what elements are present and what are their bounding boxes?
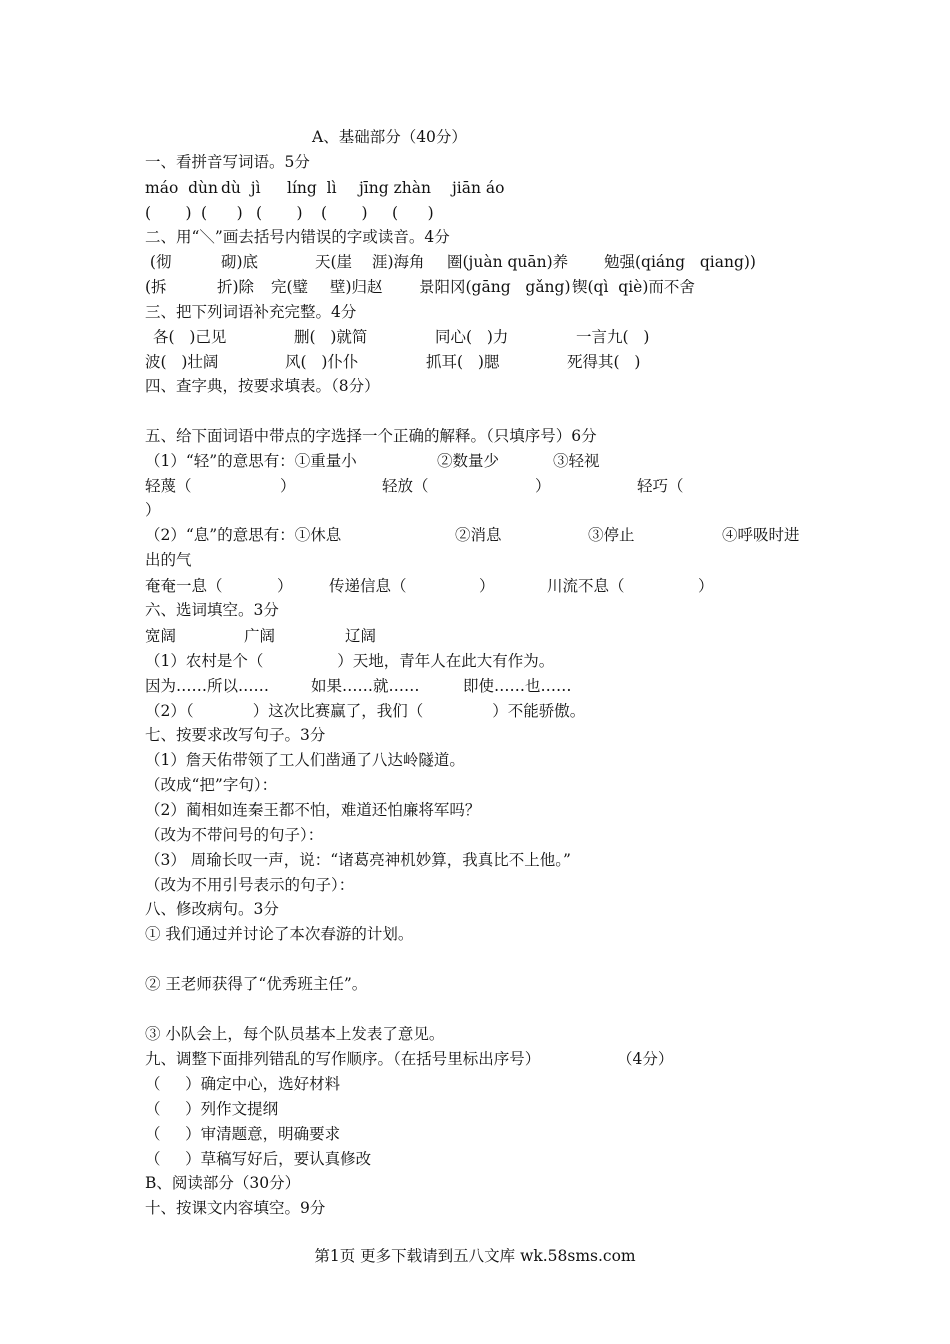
section-9-score: （4分）: [617, 1050, 674, 1068]
correction-item: 折)除: [217, 278, 255, 296]
correction-item: 天(崖: [315, 253, 353, 271]
idiom-item: 波( )壮阔: [145, 353, 219, 371]
word-choice: 广阔: [244, 627, 276, 645]
correction-item: (拆: [145, 278, 167, 296]
meaning-prefix: （2）“息”的意思有：①休息: [145, 526, 342, 544]
correction-item: 勉强(qiáng qiang)): [604, 253, 756, 271]
fill-sentence: （1）农村是个（ ）天地，青年人在此大有作为。: [145, 652, 555, 670]
word-blank: ）: [535, 477, 551, 495]
correction-item: 锲(qì qiè)而不舍: [572, 278, 695, 296]
rewrite-line: （1）詹天佑带领了工人们凿通了八达岭隧道。: [145, 751, 465, 769]
word-blank: 川流不息（: [547, 577, 625, 595]
section-1-heading: 一、看拼音写词语。5分: [145, 153, 310, 171]
sick-sentence: ① 我们通过并讨论了本次春游的计划。: [145, 925, 414, 943]
answer-blank: ( ): [201, 204, 243, 222]
order-item: （ ）确定中心，选好材料: [145, 1075, 341, 1093]
word-blank: 轻巧（: [637, 477, 684, 495]
correction-item: 景阳冈(gāng gǎng): [419, 278, 571, 296]
pinyin-item: máo dùn: [145, 179, 219, 197]
word-blank: ）: [698, 577, 714, 595]
word-choice: 宽阔: [145, 627, 177, 645]
part-b-heading: B、阅读部分（30分）: [145, 1174, 301, 1192]
correction-item: 完(璧: [271, 278, 309, 296]
section-10-heading: 十、按课文内容填空。9分: [145, 1199, 326, 1217]
order-item: （ ）审清题意，明确要求: [145, 1125, 341, 1143]
section-5-heading: 五、给下面词语中带点的字选择一个正确的解释。（只填序号）6分: [145, 427, 597, 445]
meaning-option: ④呼吸时进: [722, 526, 800, 544]
answer-blank: ( ): [256, 204, 303, 222]
pinyin-item: líng lì: [287, 179, 337, 197]
section-6-heading: 六、选词填空。3分: [145, 601, 279, 619]
meaning-option: ③停止: [588, 526, 635, 544]
section-9-title: 九、调整下面排列错乱的写作顺序。（在括号里标出序号）: [145, 1050, 541, 1068]
meaning-option: ②数量少: [437, 452, 500, 470]
order-item: （ ）草稿写好后，要认真修改: [145, 1150, 372, 1168]
rewrite-line: （改为不用引号表示的句子）：: [145, 876, 355, 894]
meaning-option: ②消息: [455, 526, 502, 544]
idiom-item: 各( )己见: [153, 328, 227, 346]
sick-sentence: ③ 小队会上，每个队员基本上发表了意见。: [145, 1025, 445, 1043]
answer-blank: ( ): [145, 204, 192, 222]
sick-sentence: ② 王老师获得了“优秀班主任”。: [145, 975, 368, 993]
word-choice: 因为……所以……: [145, 677, 270, 695]
word-blank: ）: [277, 577, 293, 595]
correction-item: 壁)归赵: [330, 278, 383, 296]
word-blank: ）: [479, 577, 495, 595]
answer-blank: ( ): [321, 204, 368, 222]
idiom-item: 删( )就简: [294, 328, 368, 346]
word-blank: 传递信息（: [329, 577, 407, 595]
meaning-wrap: 出的气: [145, 551, 192, 569]
fill-sentence: （2）（ ）这次比赛赢了，我们（ ）不能骄傲。: [145, 702, 586, 720]
word-choice: 即使……也……: [463, 677, 572, 695]
meaning-option: ③轻视: [553, 452, 600, 470]
word-blank: 奄奄一息（: [145, 577, 223, 595]
pinyin-item: jīng zhàn: [359, 179, 431, 197]
idiom-item: 风( )仆仆: [285, 353, 359, 371]
correction-item: (彻: [145, 253, 172, 271]
section-3-heading: 三、把下列词语补充完整。4分: [145, 303, 357, 321]
section-4-heading: 四、查字典，按要求填表。（8分）: [145, 377, 380, 395]
page-title: A、基础部分（40分）: [312, 128, 467, 146]
section-8-heading: 八、修改病句。3分: [145, 900, 279, 918]
pinyin-item: dù jì: [221, 179, 261, 197]
page-footer: 第1页 更多下载请到五八文库 wk.58sms.com: [314, 1247, 636, 1265]
word-blank-close: ）: [145, 501, 161, 519]
word-choice: 辽阔: [345, 627, 377, 645]
section-7-heading: 七、按要求改写句子。3分: [145, 726, 326, 744]
correction-item: 涯)海角: [372, 253, 425, 271]
rewrite-line: （改为不带问号的句子）：: [145, 826, 324, 844]
idiom-item: 抓耳( )腮: [426, 353, 500, 371]
word-blank: 轻蔑（: [145, 477, 192, 495]
rewrite-line: （3） 周瑜长叹一声，说：“诸葛亮神机妙算，我真比不上他。”: [145, 851, 571, 869]
word-blank: ）: [280, 477, 296, 495]
order-item: （ ）列作文提纲: [145, 1100, 279, 1118]
idiom-item: 一言九( ): [576, 328, 650, 346]
idiom-item: 死得其( ): [567, 353, 641, 371]
idiom-item: 同心( )力: [435, 328, 509, 346]
correction-item: 圈(juàn quān)养: [447, 253, 569, 271]
rewrite-line: （2）蔺相如连秦王都不怕，难道还怕廉将军吗？: [145, 801, 481, 819]
correction-item: 砌)底: [221, 253, 259, 271]
pinyin-item: jiān áo: [452, 179, 505, 197]
meaning-prefix: （1）“轻”的意思有：①重量小: [145, 452, 357, 470]
word-blank: 轻放（: [382, 477, 429, 495]
rewrite-line: （改成“把”字句）：: [145, 776, 278, 794]
section-2-heading: 二、用“＼”画去括号内错误的字或读音。4分: [145, 228, 450, 246]
word-choice: 如果……就……: [311, 677, 420, 695]
answer-blank: ( ): [392, 204, 434, 222]
